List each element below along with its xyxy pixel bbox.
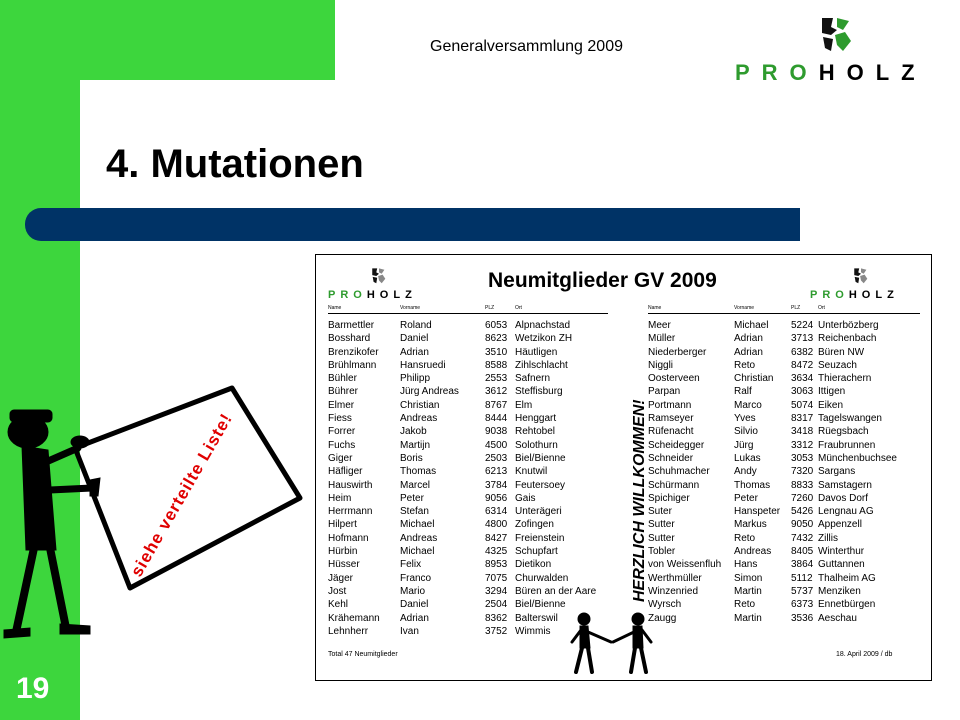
member-city: Davos Dorf	[818, 492, 869, 504]
member-zip: 3536	[791, 612, 814, 624]
member-zip: 8623	[485, 333, 508, 345]
member-firstname: Jürg	[734, 439, 754, 451]
member-city: Tagelswangen	[818, 413, 882, 425]
sign-holder-figure	[0, 380, 320, 640]
col-header: PLZ	[485, 305, 515, 314]
member-city: Wimmis	[515, 625, 551, 637]
member-name: Hüsser	[328, 559, 360, 571]
member-name: Werthmüller	[648, 572, 702, 584]
member-name: Bührer	[328, 386, 359, 398]
member-firstname: Hansruedi	[400, 359, 446, 371]
member-zip: 2503	[485, 452, 508, 464]
table-row	[648, 332, 920, 345]
member-firstname: Ralf	[734, 386, 752, 398]
member-zip: 5426	[791, 506, 814, 518]
member-city: Lengnau AG	[818, 506, 874, 518]
member-table-left	[328, 305, 608, 638]
member-zip: 4800	[485, 519, 508, 531]
member-city: Seuzach	[818, 359, 857, 371]
member-city: Gais	[515, 492, 536, 504]
member-zip: 3752	[485, 625, 508, 637]
slide-title: 4. Mutationen	[106, 142, 364, 186]
member-city: Balterswil	[515, 612, 558, 624]
member-zip: 4325	[485, 546, 508, 558]
col-header: PLZ	[791, 305, 818, 314]
table-row	[648, 399, 920, 412]
member-name: Jäger	[328, 572, 354, 584]
member-city: Eiken	[818, 399, 844, 411]
table-row	[328, 465, 608, 478]
table-row	[328, 332, 608, 345]
member-name: Schneider	[648, 452, 694, 464]
member-name: Krähemann	[328, 612, 380, 624]
table-row	[648, 612, 920, 625]
proholz-emblem-icon	[817, 15, 857, 55]
member-zip: 8362	[485, 612, 508, 624]
member-name: Hofmann	[328, 532, 369, 544]
table-row	[648, 492, 920, 505]
member-name: Jost	[328, 585, 347, 597]
member-firstname: Mario	[400, 585, 426, 597]
member-firstname: Adrian	[400, 346, 429, 358]
member-firstname: Andy	[734, 466, 757, 478]
col-header: Name	[328, 305, 400, 314]
table-row	[328, 346, 608, 359]
col-header: Ort	[515, 305, 608, 314]
member-zip: 8833	[791, 479, 814, 491]
member-name: Scheidegger	[648, 439, 705, 451]
member-name: Forrer	[328, 426, 356, 438]
member-city: Unterbözberg	[818, 320, 879, 331]
member-name: Oosterveen	[648, 373, 700, 385]
member-firstname: Roland	[400, 320, 432, 331]
member-firstname: Ivan	[400, 625, 419, 637]
member-zip: 9038	[485, 426, 508, 438]
member-zip: 8427	[485, 532, 508, 544]
member-zip: 9056	[485, 492, 508, 504]
table-row	[328, 532, 608, 545]
table-row	[328, 439, 608, 452]
member-zip: 8405	[791, 546, 814, 558]
member-firstname: Christian	[400, 399, 440, 411]
slide-number: 19	[16, 672, 50, 705]
member-firstname: Jakob	[400, 426, 427, 438]
member-firstname: Michael	[400, 519, 435, 531]
title-underline-bar	[25, 208, 800, 241]
member-city: Menziken	[818, 585, 861, 597]
member-firstname: Hanspeter	[734, 506, 781, 518]
member-city: Zofingen	[515, 519, 554, 531]
member-name: Lehnherr	[328, 625, 369, 637]
member-city: Zillis	[818, 532, 838, 544]
member-city: Biel/Bienne	[515, 452, 566, 464]
member-city: Zihlschlacht	[515, 359, 568, 371]
member-name: Hilpert	[328, 519, 357, 531]
member-zip: 5737	[791, 585, 814, 597]
member-firstname: Stefan	[400, 506, 429, 518]
member-city: Freienstein	[515, 532, 565, 544]
member-firstname: Boris	[400, 452, 423, 464]
member-firstname: Michael	[734, 320, 769, 331]
member-zip: 5224	[791, 320, 814, 331]
member-name: Schuhmacher	[648, 466, 710, 478]
member-firstname: Felix	[400, 559, 422, 571]
member-name: Wyrsch	[648, 599, 682, 611]
table-row	[328, 412, 608, 425]
member-name: Niggli	[648, 359, 674, 371]
member-firstname: Peter	[734, 492, 758, 504]
table-row	[328, 492, 608, 505]
member-firstname: Thomas	[734, 479, 771, 491]
member-zip: 6213	[485, 466, 508, 478]
member-city: Elm	[515, 399, 533, 411]
content-corner	[80, 80, 140, 140]
proholz-emblem-icon	[370, 265, 388, 287]
member-name: Winzenried	[648, 585, 699, 597]
col-header: Name	[648, 305, 734, 314]
list-date: 18. April 2009 / db	[836, 651, 893, 658]
member-zip: 4500	[485, 439, 508, 451]
welcome-text: HERZLICH WILLKOMMEN!	[631, 399, 648, 602]
mini-logo-right	[810, 265, 920, 305]
logo-wordmark: PROHOLZ	[735, 60, 927, 85]
member-name: Hürbin	[328, 546, 358, 558]
member-city: Ittigen	[818, 386, 846, 398]
member-city: Solothurn	[515, 439, 558, 451]
table-row	[328, 399, 608, 412]
member-name: Spichiger	[648, 492, 690, 504]
table-row	[648, 558, 920, 571]
table-row	[328, 314, 608, 333]
table-row	[648, 465, 920, 478]
member-name: Portmann	[648, 399, 692, 411]
member-city: Fraubrunnen	[818, 439, 876, 451]
member-firstname: Michael	[400, 546, 435, 558]
member-zip: 6373	[791, 599, 814, 611]
member-city: Henggart	[515, 413, 557, 425]
member-city: Schupfart	[515, 546, 558, 558]
member-firstname: Adrian	[400, 612, 429, 624]
member-zip: 3713	[791, 333, 814, 345]
table-row	[648, 385, 920, 398]
member-firstname: Martin	[734, 612, 762, 624]
member-name: Rüfenacht	[648, 426, 694, 438]
member-zip: 3510	[485, 346, 508, 358]
member-firstname: Reto	[734, 599, 756, 611]
presentation-title: Generalversammlung 2009	[430, 38, 623, 55]
member-name: Brenzikofer	[328, 346, 379, 358]
table-row	[648, 425, 920, 438]
member-firstname: Adrian	[734, 333, 763, 345]
list-title: Neumitglieder GV 2009	[488, 269, 717, 292]
table-row	[648, 346, 920, 359]
sign-text: siehe verteilte Liste!	[127, 409, 237, 580]
member-zip: 5112	[791, 572, 813, 584]
table-row	[328, 479, 608, 492]
member-city: Dietikon	[515, 559, 552, 571]
member-zip: 7260	[791, 492, 814, 504]
member-zip: 3784	[485, 479, 508, 491]
member-city: Ennetbürgen	[818, 599, 876, 611]
table-row	[328, 505, 608, 518]
table-row	[648, 452, 920, 465]
member-name: Fuchs	[328, 439, 356, 451]
member-firstname: Marcel	[400, 479, 431, 491]
member-zip: 6382	[791, 346, 814, 358]
table-row	[328, 385, 608, 398]
member-firstname: Thomas	[400, 466, 437, 478]
col-header: Ort	[818, 305, 920, 314]
member-firstname: Martijn	[400, 439, 431, 451]
member-city: Winterthur	[818, 546, 865, 558]
mini-logo-text: PROHOLZ	[328, 289, 417, 301]
member-zip: 3864	[791, 559, 814, 571]
member-firstname: Jürg Andreas	[400, 386, 459, 398]
member-firstname: Simon	[734, 572, 763, 584]
member-city: Münchenbuchsee	[818, 452, 897, 464]
member-name: Meer	[648, 320, 671, 331]
member-zip: 7432	[791, 532, 814, 544]
member-name: Suter	[648, 506, 672, 518]
member-city: Büren NW	[818, 346, 865, 358]
member-city: Rüegsbach	[818, 426, 869, 438]
table-row	[328, 572, 608, 585]
member-name: Schürmann	[648, 479, 700, 491]
member-firstname: Daniel	[400, 333, 429, 345]
table-row	[328, 452, 608, 465]
member-name: Kehl	[328, 599, 349, 611]
member-city: Appenzell	[818, 519, 862, 531]
member-name: Sutter	[648, 519, 675, 531]
member-name: Müller	[648, 333, 676, 345]
member-firstname: Yves	[734, 413, 756, 425]
member-name: Bühler	[328, 373, 357, 385]
member-zip: 8472	[791, 359, 814, 371]
member-city: Guttannen	[818, 559, 865, 571]
member-zip: 3612	[485, 386, 508, 398]
green-header-band	[0, 0, 335, 80]
member-firstname: Andreas	[400, 413, 438, 425]
member-name: Niederberger	[648, 346, 707, 358]
member-zip: 3418	[791, 426, 814, 438]
member-table-right	[648, 305, 920, 625]
member-firstname: Martin	[734, 585, 762, 597]
member-name: Häfliger	[328, 466, 363, 478]
member-firstname: Reto	[734, 532, 756, 544]
member-city: Thalheim AG	[818, 572, 876, 584]
table-row	[648, 572, 920, 585]
table-row	[648, 439, 920, 452]
proholz-logo	[735, 15, 940, 85]
member-city: Wetzikon ZH	[515, 333, 573, 345]
member-zip: 7075	[485, 572, 508, 584]
proholz-emblem-icon	[852, 265, 870, 287]
member-name: Tobler	[648, 546, 676, 558]
member-city: Safnern	[515, 373, 551, 385]
member-firstname: Christian	[734, 373, 774, 385]
member-city: Feutersoey	[515, 479, 566, 491]
member-name: Elmer	[328, 399, 355, 411]
member-zip: 8588	[485, 359, 508, 371]
table-row	[648, 412, 920, 425]
member-name: Brühlmann	[328, 359, 377, 371]
member-city: Steffisburg	[515, 386, 563, 398]
member-name: Parpan	[648, 386, 681, 398]
member-name: Hauswirth	[328, 479, 373, 491]
table-row	[648, 518, 920, 531]
member-city: Unterägeri	[515, 506, 562, 518]
member-zip: 8953	[485, 559, 508, 571]
member-city: Reichenbach	[818, 333, 877, 345]
member-name: Giger	[328, 452, 353, 464]
member-city: Häutligen	[515, 346, 558, 358]
member-city: Büren an der Aare	[515, 585, 597, 597]
member-city: Churwalden	[515, 572, 569, 584]
member-name: Sutter	[648, 532, 675, 544]
mini-logo-left	[328, 265, 438, 305]
member-city: Biel/Bienne	[515, 599, 566, 611]
member-city: Thierachern	[818, 373, 872, 385]
member-city: Knutwil	[515, 466, 548, 478]
table-row	[648, 505, 920, 518]
member-firstname: Daniel	[400, 599, 429, 611]
member-firstname: Andreas	[400, 532, 438, 544]
member-zip: 8444	[485, 413, 508, 425]
member-firstname: Markus	[734, 519, 767, 531]
member-firstname: Lukas	[734, 452, 761, 464]
table-row	[648, 598, 920, 611]
table-row	[648, 545, 920, 558]
table-row	[648, 585, 920, 598]
member-zip: 3053	[791, 452, 814, 464]
member-zip: 9050	[791, 519, 814, 531]
member-name: Zaugg	[648, 612, 677, 624]
member-firstname: Marco	[734, 399, 762, 411]
member-name: von Weissenfluh	[648, 559, 722, 571]
member-zip: 3312	[791, 439, 814, 451]
member-city: Alpnachstad	[515, 320, 571, 331]
table-row	[648, 479, 920, 492]
total-count: Total 47 Neumitglieder	[328, 651, 398, 658]
member-firstname: Philipp	[400, 373, 431, 385]
member-name: Ramseyer	[648, 413, 694, 425]
table-row	[328, 545, 608, 558]
member-zip: 3294	[485, 585, 508, 597]
member-zip: 2553	[485, 373, 508, 385]
table-row	[328, 558, 608, 571]
member-name: Bosshard	[328, 333, 371, 345]
member-firstname: Peter	[400, 492, 424, 504]
member-city: Samstagern	[818, 479, 872, 491]
member-name: Heim	[328, 492, 352, 504]
member-list-panel	[315, 254, 932, 681]
member-city: Rehtobel	[515, 426, 556, 438]
table-row	[648, 314, 920, 333]
table-row	[328, 518, 608, 531]
member-firstname: Adrian	[734, 346, 763, 358]
member-firstname: Franco	[400, 572, 432, 584]
member-zip: 6314	[485, 506, 508, 518]
col-header: Vorname	[400, 305, 485, 314]
member-firstname: Reto	[734, 359, 756, 371]
member-zip: 8317	[791, 413, 814, 425]
table-row	[328, 585, 608, 598]
member-firstname: Hans	[734, 559, 758, 571]
member-zip: 5074	[791, 399, 814, 411]
member-zip: 7320	[791, 466, 814, 478]
member-city: Sargans	[818, 466, 856, 478]
member-zip: 3063	[791, 386, 814, 398]
member-name: Barmettler	[328, 320, 375, 331]
member-zip: 8767	[485, 399, 508, 411]
member-zip: 3634	[791, 373, 814, 385]
member-zip: 6053	[485, 320, 508, 331]
table-row	[648, 372, 920, 385]
member-firstname: Andreas	[734, 546, 772, 558]
member-zip: 2504	[485, 599, 508, 611]
member-city: Aeschau	[818, 612, 857, 624]
table-row	[648, 532, 920, 545]
handshake-figures-icon	[566, 610, 661, 675]
mini-logo-text: PROHOLZ	[810, 289, 899, 301]
member-name: Fiess	[328, 413, 352, 425]
table-row	[328, 359, 608, 372]
member-name: Herrmann	[328, 506, 373, 518]
table-row	[648, 359, 920, 372]
col-header: Vorname	[734, 305, 791, 314]
table-row	[328, 372, 608, 385]
member-firstname: Silvio	[734, 426, 758, 438]
table-row	[328, 425, 608, 438]
